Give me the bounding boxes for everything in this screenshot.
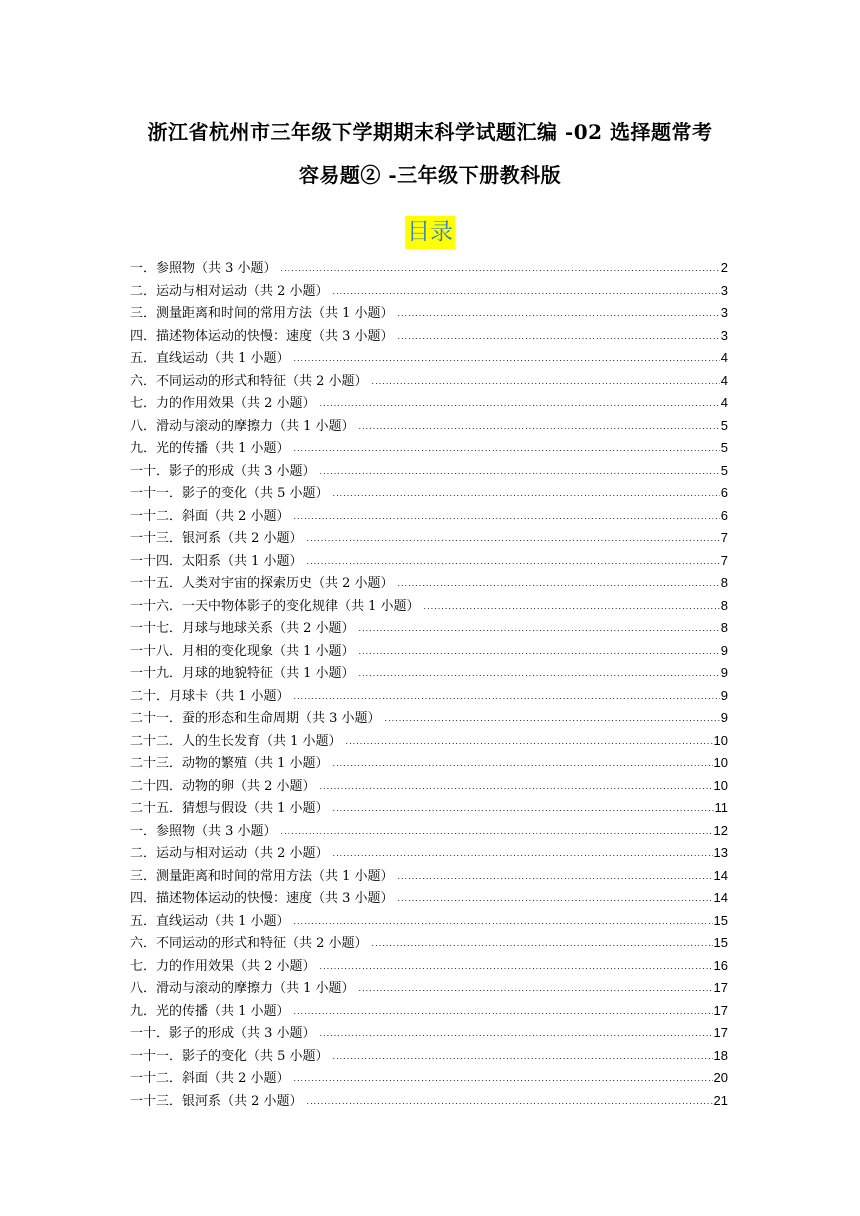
toc-entry[interactable] (130, 910, 728, 933)
toc-entry-label: 六．不同运动的形式和特征（共 2 小题） (130, 936, 368, 951)
toc-dot-leader (333, 798, 714, 821)
toc-entry[interactable] (130, 347, 728, 370)
toc-dot-leader (398, 888, 713, 911)
toc-entry-page-number: 17 (713, 1002, 728, 1018)
toc-entry[interactable] (130, 257, 728, 280)
toc-dot-leader (333, 843, 713, 866)
toc-entry[interactable] (130, 595, 728, 618)
toc-dot-leader (294, 506, 720, 529)
toc-entry[interactable] (130, 752, 728, 775)
toc-entry[interactable] (130, 640, 728, 663)
toc-entry-page-number: 7 (720, 530, 728, 545)
toc-dot-leader (398, 326, 720, 349)
toc-entry-page-number: 9 (720, 687, 728, 703)
toc-entry-page-number: 17 (713, 1025, 728, 1040)
toc-entry-page-number: 12 (713, 822, 728, 838)
toc-dot-leader (398, 866, 713, 889)
toc-entry[interactable] (130, 820, 728, 843)
toc-entry-label: 三．测量距离和时间的常用方法（共 1 小题） (130, 306, 394, 321)
toc-entry-label: 八．滑动与滚动的摩擦力（共 1 小题） (130, 981, 355, 996)
toc-entry-label: 七．力的作用效果（共 2 小题） (130, 396, 316, 411)
toc-entry[interactable] (130, 550, 728, 573)
toc-entry-page-number: 5 (720, 417, 728, 433)
toc-entry-page-number: 11 (714, 800, 728, 815)
toc-entry-page-number: 9 (720, 665, 728, 680)
toc-entry[interactable] (130, 1045, 728, 1068)
toc-entry-page-number: 3 (720, 327, 728, 343)
toc-dot-leader (294, 1068, 713, 1091)
toc-entry-page-number: 4 (720, 350, 728, 365)
toc-entry-label: 五．直线运动（共 1 小题） (130, 913, 290, 929)
toc-entry-page-number: 15 (713, 935, 728, 950)
toc-entry-page-number: 10 (713, 777, 728, 793)
toc-dot-leader (294, 438, 720, 461)
toc-dot-leader (320, 461, 720, 484)
toc-entry-label: 七．力的作用效果（共 2 小题） (130, 958, 316, 974)
toc-entry[interactable] (130, 865, 728, 888)
toc-entry-page-number: 4 (720, 395, 728, 410)
toc-heading: 目录 (405, 216, 455, 249)
toc-entry-label: 九．光的传播（共 1 小题） (130, 1003, 290, 1019)
toc-entry-page-number: 8 (720, 620, 728, 635)
toc-entry[interactable] (130, 460, 728, 483)
toc-entry-page-number: 8 (720, 575, 728, 590)
toc-entry-label: 四．描述物体运动的快慢：速度（共 3 小题） (130, 328, 394, 344)
toc-entry-label: 一十一．影子的变化（共 5 小题） (130, 486, 329, 501)
toc-entry-label: 一十三．银河系（共 2 小题） (130, 1093, 303, 1109)
toc-entry[interactable] (130, 662, 728, 685)
toc-entry-page-number: 7 (720, 552, 728, 568)
toc-entry-label: 一十二．斜面（共 2 小题） (130, 508, 290, 524)
toc-entry-label: 二十一．蚕的形态和生命周期（共 3 小题） (130, 711, 381, 726)
toc-entry-page-number: 5 (720, 440, 728, 455)
toc-entry[interactable] (130, 280, 728, 303)
toc-entry-page-number: 17 (713, 980, 728, 995)
toc-entry-label: 一十九．月球的地貌特征（共 1 小题） (130, 666, 355, 681)
toc-dot-leader (424, 596, 720, 619)
toc-dot-leader (372, 371, 720, 394)
toc-dot-leader (320, 393, 720, 416)
toc-entry[interactable] (130, 415, 728, 438)
toc-entry-page-number: 6 (720, 507, 728, 523)
toc-entry[interactable] (130, 325, 728, 348)
toc-dot-leader (294, 911, 713, 934)
toc-entry[interactable] (130, 842, 728, 865)
toc-dot-leader (333, 1046, 713, 1069)
toc-entry-label: 一十．影子的形成（共 3 小题） (130, 463, 316, 479)
toc-entry[interactable] (130, 730, 728, 753)
toc-entry-page-number: 15 (713, 912, 728, 928)
table-of-contents (130, 257, 728, 1112)
toc-dot-leader (333, 281, 720, 304)
toc-dot-leader (359, 618, 720, 641)
toc-dot-leader (398, 573, 720, 596)
document-title-line-1: 浙江省杭州市三年级下学期期末科学试题汇编 -02 选择题常考 (147, 120, 713, 144)
toc-entry-label: 二．运动与相对运动（共 2 小题） (130, 846, 329, 861)
toc-entry-page-number: 4 (720, 372, 728, 388)
toc-entry-label: 一十四．太阳系（共 1 小题） (130, 553, 303, 569)
toc-dot-leader (359, 416, 720, 439)
toc-entry-label: 一十七．月球与地球关系（共 2 小题） (130, 621, 355, 636)
toc-dot-leader (398, 303, 720, 326)
toc-entry-page-number: 2 (720, 260, 728, 275)
toc-entry-page-number: 18 (713, 1047, 728, 1063)
toc-entry-label: 六．不同运动的形式和特征（共 2 小题） (130, 373, 368, 389)
toc-dot-leader (320, 956, 713, 979)
toc-dot-leader (307, 551, 720, 574)
toc-entry[interactable] (130, 955, 728, 978)
toc-dot-leader (281, 821, 713, 844)
toc-dot-leader (333, 483, 720, 506)
toc-entry-page-number: 21 (713, 1092, 728, 1108)
toc-entry[interactable] (130, 1067, 728, 1090)
toc-entry-label: 一十．影子的形成（共 3 小题） (130, 1026, 316, 1041)
toc-entry[interactable] (130, 797, 728, 820)
document-title-line-2: 容易题② -三年级下册教科版 (298, 163, 562, 187)
toc-entry-label: 一十五．人类对宇宙的探索历史（共 2 小题） (130, 576, 394, 591)
toc-dot-leader (346, 731, 713, 754)
toc-entry-page-number: 14 (713, 890, 728, 905)
toc-entry[interactable] (130, 1090, 728, 1113)
toc-entry-label: 二十四．动物的卵（共 2 小题） (130, 778, 316, 794)
toc-dot-leader (385, 708, 720, 731)
toc-dot-leader (294, 1001, 713, 1024)
toc-entry[interactable] (130, 887, 728, 910)
toc-entry-label: 二十三．动物的繁殖（共 1 小题） (130, 756, 329, 771)
toc-entry-label: 一十八．月相的变化现象（共 1 小题） (130, 643, 355, 659)
toc-dot-leader (359, 663, 720, 686)
toc-entry[interactable] (130, 302, 728, 325)
toc-entry-page-number: 5 (720, 462, 728, 478)
toc-entry-page-number: 8 (720, 597, 728, 613)
toc-entry-page-number: 20 (713, 1070, 728, 1085)
toc-dot-leader (281, 258, 720, 281)
toc-entry-label: 二十二．人的生长发育（共 1 小题） (130, 733, 342, 749)
toc-entry-label: 一十六．一天中物体影子的变化规律（共 1 小题） (130, 598, 420, 614)
toc-entry[interactable] (130, 1022, 728, 1045)
toc-entry-label: 一．参照物（共 3 小题） (130, 261, 277, 276)
toc-entry-label: 九．光的传播（共 1 小题） (130, 441, 290, 456)
toc-dot-leader (320, 1023, 713, 1046)
toc-dot-leader (294, 686, 720, 709)
toc-entry[interactable] (130, 392, 728, 415)
toc-entry[interactable] (130, 685, 728, 708)
toc-entry-page-number: 9 (720, 710, 728, 725)
toc-entry[interactable] (130, 977, 728, 1000)
toc-entry-label: 一．参照物（共 3 小题） (130, 823, 277, 839)
toc-entry[interactable] (130, 482, 728, 505)
toc-entry-page-number: 6 (720, 485, 728, 500)
toc-entry-page-number: 3 (720, 305, 728, 320)
toc-entry[interactable] (130, 617, 728, 640)
toc-dot-leader (359, 641, 720, 664)
toc-entry[interactable] (130, 370, 728, 393)
toc-entry-page-number: 3 (720, 282, 728, 298)
toc-entry[interactable] (130, 437, 728, 460)
toc-entry[interactable] (130, 572, 728, 595)
toc-dot-leader (359, 978, 713, 1001)
toc-entry-label: 二十五．猜想与假设（共 1 小题） (130, 801, 329, 816)
toc-entry-page-number: 16 (713, 957, 728, 973)
toc-dot-leader (320, 776, 713, 799)
toc-entry-label: 三．测量距离和时间的常用方法（共 1 小题） (130, 868, 394, 884)
toc-entry-label: 二十．月球卡（共 1 小题） (130, 688, 290, 704)
toc-entry-page-number: 10 (713, 755, 728, 770)
toc-entry-label: 四．描述物体运动的快慢：速度（共 3 小题） (130, 891, 394, 906)
toc-entry-label: 一十二．斜面（共 2 小题） (130, 1071, 290, 1086)
toc-dot-leader (333, 753, 713, 776)
toc-entry[interactable] (130, 707, 728, 730)
toc-entry[interactable] (130, 932, 728, 955)
toc-dot-leader (307, 528, 720, 551)
toc-entry-label: 八．滑动与滚动的摩擦力（共 1 小题） (130, 418, 355, 434)
toc-dot-leader (372, 933, 713, 956)
toc-heading-container (0, 216, 860, 249)
toc-entry-page-number: 13 (713, 845, 728, 860)
toc-dot-leader (294, 348, 720, 371)
toc-entry-page-number: 10 (713, 732, 728, 748)
toc-entry-label: 一十三．银河系（共 2 小题） (130, 531, 303, 546)
toc-entry-label: 五．直线运动（共 1 小题） (130, 351, 290, 366)
toc-entry-label: 二．运动与相对运动（共 2 小题） (130, 283, 329, 299)
toc-entry[interactable] (130, 527, 728, 550)
toc-entry[interactable] (130, 1000, 728, 1023)
toc-dot-leader (307, 1091, 713, 1114)
toc-entry[interactable] (130, 505, 728, 528)
toc-entry-label: 一十一．影子的变化（共 5 小题） (130, 1048, 329, 1064)
toc-entry[interactable] (130, 775, 728, 798)
toc-entry-page-number: 14 (713, 867, 728, 883)
toc-entry-page-number: 9 (720, 642, 728, 658)
